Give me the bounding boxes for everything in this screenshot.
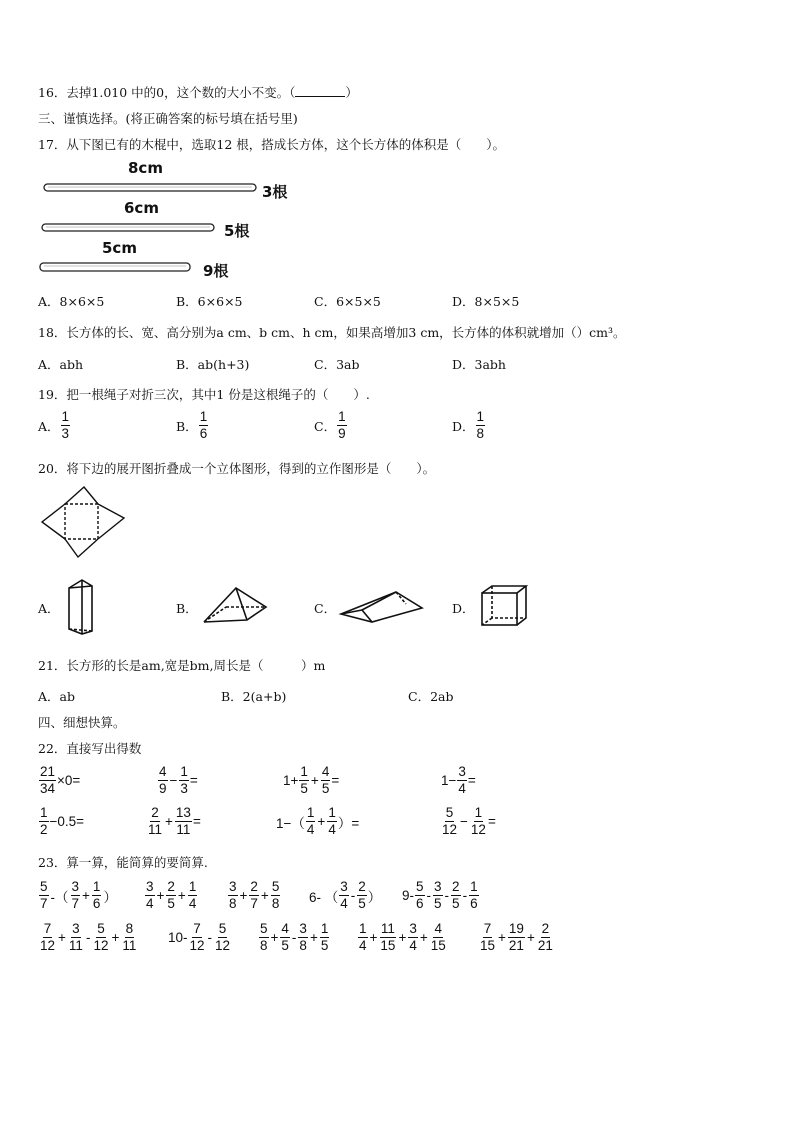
fraction: [476, 410, 486, 441]
denominator: 5: [358, 896, 366, 912]
fraction: [92, 922, 109, 953]
operator: -: [462, 888, 468, 904]
operator: +: [309, 930, 318, 946]
fraction: [145, 880, 155, 911]
question-18-text: 18．长方体的长、宽、高分别为a cm、b cm、h cm，如果高增加3 cm，长方体的体积就增加（）cm³。: [38, 325, 626, 340]
option-b[interactable]: B．6×6×5: [176, 294, 243, 309]
denominator: 6: [470, 896, 478, 912]
fraction: [249, 880, 259, 911]
operator: -: [444, 888, 450, 904]
numerator: 1: [179, 765, 189, 781]
denominator: 7: [40, 896, 48, 912]
denominator: 8: [260, 938, 268, 954]
calc-item[interactable]: [38, 806, 84, 837]
fraction: [71, 880, 81, 911]
fraction: [299, 765, 309, 796]
fraction: [430, 922, 447, 953]
numerator: 7: [483, 922, 493, 938]
numerator: 11: [380, 922, 396, 938]
fraction: [199, 410, 209, 441]
option-a[interactable]: A．8×6×5: [38, 294, 105, 309]
numerator: 1: [320, 922, 330, 938]
numerator: 1: [199, 410, 209, 426]
denominator: 34: [40, 781, 56, 797]
option-b[interactable]: B． $\frac{1}{6}$: [176, 409, 208, 442]
calc-item[interactable]: [357, 922, 448, 953]
numerator: 1: [476, 410, 486, 426]
denominator: 11: [68, 938, 83, 954]
operator: +: [398, 930, 407, 946]
numerator: 1: [188, 880, 198, 896]
operator: -: [85, 930, 91, 946]
fraction: [357, 880, 367, 911]
denominator: 9: [159, 781, 167, 797]
numerator: 1: [327, 806, 337, 822]
answer-blank[interactable]: [295, 85, 345, 97]
operator: +: [82, 888, 90, 904]
denominator: 4: [359, 938, 367, 954]
fraction: [39, 806, 49, 837]
operator: +: [239, 888, 248, 904]
denominator: 21: [508, 938, 524, 954]
section-4-heading: 四、细想快算。: [38, 715, 126, 730]
numerator: 1: [92, 880, 102, 896]
operator: =: [189, 773, 198, 789]
denominator: 11: [122, 938, 137, 954]
numerator: 5: [39, 880, 49, 896]
fraction: [39, 880, 49, 911]
numerator: 3: [457, 765, 467, 781]
calc-item[interactable]: [168, 922, 232, 953]
denominator: 12: [93, 938, 109, 954]
numerator: 1: [474, 806, 484, 822]
question-16: 16．去掉1.010 中的0，这个数的大小不变。（ ）: [38, 85, 358, 100]
numerator: 3: [408, 922, 418, 938]
option-c[interactable]: C．6×5×5: [314, 294, 381, 309]
option-a[interactable]: A． $\frac{1}{3}$: [38, 409, 70, 442]
question-22-text: 22．直接写出得数: [38, 741, 142, 756]
stick-6cm: [42, 224, 214, 231]
calc-item[interactable]: [283, 765, 339, 796]
operator: +: [260, 888, 269, 904]
operator: 1−: [441, 773, 457, 789]
stick-count-label: 9根: [203, 262, 229, 280]
numerator: 5: [271, 880, 281, 896]
question-21-text: 21．长方形的长是am,宽是bm,周长是（ ）m: [38, 658, 326, 673]
numerator: 2: [357, 880, 367, 896]
calc-item[interactable]: [38, 765, 80, 796]
fraction: [339, 880, 349, 911]
calc-item[interactable]: [441, 765, 476, 796]
operator: +: [419, 930, 428, 946]
denominator: 12: [442, 822, 458, 838]
stick-count-label: 5根: [224, 222, 250, 240]
fraction: [508, 922, 525, 953]
question-17-text: 17．从下图已有的木棍中，选取12 根，搭成长方体，这个长方体的体积是（ ）。: [38, 137, 506, 152]
numerator: 3: [71, 922, 81, 938]
denominator: 4: [306, 822, 315, 838]
fraction: [479, 922, 496, 953]
fraction: [179, 765, 189, 796]
denominator: 2: [40, 822, 48, 838]
calc-item[interactable]: [440, 806, 496, 837]
denominator: 3: [180, 781, 188, 797]
operator: -: [207, 930, 213, 946]
fraction: [189, 922, 206, 953]
stick-length-label: 6cm: [124, 199, 159, 217]
numerator: 5: [415, 880, 425, 896]
denominator: 4: [340, 896, 348, 912]
operator: ）: [103, 889, 117, 905]
fraction: [68, 922, 84, 953]
denominator: 21: [537, 938, 553, 954]
option-c[interactable]: C． $\frac{1}{9}$: [314, 409, 346, 442]
numerator: 2: [541, 922, 551, 938]
operator: =: [192, 814, 201, 830]
numerator: 3: [298, 922, 308, 938]
option-b[interactable]: B．ab(h+3): [176, 357, 250, 372]
numerator: 4: [280, 922, 290, 938]
denominator: 4: [188, 896, 197, 912]
numerator: 2: [451, 880, 461, 896]
numerator: 2: [249, 880, 259, 896]
fraction: [259, 922, 269, 953]
operator: =: [487, 814, 496, 830]
numerator: 7: [192, 922, 202, 938]
denominator: 11: [148, 822, 163, 838]
numerator: 4: [321, 765, 331, 781]
operator: −: [169, 773, 178, 789]
option-b[interactable]: B．2(a+b): [221, 689, 287, 704]
fraction: [147, 806, 163, 837]
denominator: 6: [416, 896, 424, 912]
numerator: 1: [61, 410, 71, 426]
fraction: [433, 880, 443, 911]
denominator: 12: [215, 938, 231, 954]
numerator: 3: [433, 880, 443, 896]
denominator: 15: [430, 938, 446, 954]
operator: +: [317, 814, 326, 830]
denominator: 3: [61, 426, 70, 442]
numerator: 8: [125, 922, 135, 938]
fraction: [358, 922, 368, 953]
stick-5cm: [40, 263, 190, 271]
option-c[interactable]: C．: [314, 601, 337, 616]
option-d[interactable]: D．3abh: [452, 357, 506, 372]
operator: =: [331, 773, 340, 789]
stick-count-label: 3根: [262, 183, 288, 201]
option-a[interactable]: A．: [38, 601, 60, 616]
calc-item[interactable]: [258, 922, 330, 953]
operator: 1−（: [276, 815, 305, 831]
fraction: [441, 806, 458, 837]
fraction: [61, 410, 71, 441]
operator: +: [310, 773, 319, 789]
fraction: [457, 765, 467, 796]
denominator: 12: [40, 938, 56, 954]
operator: +: [526, 930, 535, 946]
fraction: [121, 922, 137, 953]
operator: +: [177, 888, 186, 904]
fraction: [228, 880, 238, 911]
numerator: 1: [337, 410, 347, 426]
option-b[interactable]: B．: [176, 601, 198, 616]
denominator: 5: [320, 938, 329, 954]
denominator: 8: [476, 426, 485, 442]
stick-8cm: [44, 184, 256, 191]
operator: 9-: [402, 888, 415, 904]
calc-item[interactable]: [478, 922, 555, 953]
denominator: 4: [328, 822, 336, 838]
fraction: [39, 765, 56, 796]
numerator: 7: [43, 922, 53, 938]
question-20-text: 20．将下边的展开图折叠成一个立体图形，得到的立作图形是（ ）。: [38, 461, 436, 476]
denominator: 15: [480, 938, 496, 954]
numerator: 1: [306, 806, 316, 822]
denominator: 7: [71, 896, 80, 912]
fraction: [175, 806, 192, 837]
option-d[interactable]: D． $\frac{1}{8}$: [452, 409, 485, 442]
operator: −0.5=: [49, 814, 85, 830]
option-a[interactable]: A．ab: [38, 689, 75, 704]
denominator: 5: [281, 938, 289, 954]
fraction: [469, 880, 479, 911]
calc-item[interactable]: [276, 806, 359, 837]
numerator: 4: [158, 765, 168, 781]
fraction: [39, 922, 56, 953]
operator: ）: [367, 889, 382, 905]
operator: +: [165, 814, 173, 830]
numerator: 21: [39, 765, 56, 781]
denominator: 6: [199, 426, 208, 442]
denominator: 15: [380, 938, 396, 954]
denominator: 5: [300, 781, 308, 797]
numerator: 5: [96, 922, 106, 938]
operator: +: [111, 930, 120, 946]
stick-length-label: 5cm: [102, 239, 137, 257]
numerator: 1: [358, 922, 368, 938]
operator: 6- （: [309, 889, 339, 905]
numerator: 19: [508, 922, 525, 938]
triangular-prism-upright-icon: [64, 576, 104, 638]
operator: +: [58, 930, 66, 946]
option-d[interactable]: D．: [452, 601, 475, 616]
fraction: [280, 922, 290, 953]
denominator: 5: [434, 896, 442, 912]
operator: ）=: [337, 815, 360, 831]
denominator: 5: [167, 896, 175, 912]
option-c[interactable]: C．2ab: [408, 689, 454, 704]
fraction: [158, 765, 168, 796]
numerator: 5: [259, 922, 269, 938]
option-d[interactable]: D．8×5×5: [452, 294, 520, 309]
fraction: [271, 880, 281, 911]
calc-item[interactable]: [402, 880, 480, 911]
numerator: 5: [445, 806, 455, 822]
denominator: 12: [189, 938, 205, 954]
calc-item[interactable]: [146, 806, 201, 837]
cube-icon: [478, 584, 530, 628]
calc-item[interactable]: [309, 880, 381, 911]
operator: −: [460, 814, 468, 830]
operator: +: [498, 930, 506, 946]
section-3-heading: 三、谨慎选择。(将正确答案的标号填在括号里): [38, 111, 298, 126]
calc-item[interactable]: [38, 880, 118, 911]
calc-item[interactable]: [144, 880, 198, 911]
numerator: 4: [433, 922, 443, 938]
denominator: 9: [338, 426, 346, 442]
fraction: [379, 922, 396, 953]
calc-item[interactable]: [227, 880, 281, 911]
denominator: 5: [321, 781, 330, 797]
denominator: 7: [250, 896, 258, 912]
denominator: 4: [146, 896, 154, 912]
fraction: [92, 880, 102, 911]
question-19-text: 19．把一根绳子对折三次，其中1 份是这根绳子的（ ）.: [38, 387, 370, 402]
denominator: 5: [452, 896, 460, 912]
denominator: 11: [176, 822, 191, 838]
operator: 10-: [168, 930, 188, 946]
operator: -: [426, 888, 432, 904]
denominator: 8: [271, 896, 280, 912]
pyramid-icon: [200, 585, 270, 627]
fraction: [214, 922, 231, 953]
denominator: 4: [458, 781, 466, 797]
numerator: 13: [175, 806, 192, 822]
option-c[interactable]: C．3ab: [314, 357, 360, 372]
fraction: [327, 806, 337, 837]
numerator: 3: [71, 880, 81, 896]
fraction: [321, 765, 331, 796]
fraction: [306, 806, 316, 837]
fraction: [408, 922, 418, 953]
numerator: 3: [339, 880, 349, 896]
denominator: 12: [470, 822, 486, 838]
fraction: [298, 922, 308, 953]
numerator: 3: [145, 880, 155, 896]
fraction: [537, 922, 554, 953]
calc-item[interactable]: [38, 922, 138, 953]
numerator: 2: [150, 806, 160, 822]
fraction: [415, 880, 425, 911]
fraction: [451, 880, 461, 911]
question-23-text: 23．算一算，能简算的要简算.: [38, 855, 208, 870]
fraction: [320, 922, 330, 953]
operator: +: [270, 930, 279, 946]
denominator: 8: [299, 938, 307, 954]
operator: -: [350, 888, 356, 904]
denominator: 4: [409, 938, 417, 954]
numerator: 1: [39, 806, 49, 822]
operator: -: [291, 930, 297, 946]
numerator: 5: [218, 922, 228, 938]
operator: -（: [50, 889, 69, 905]
fraction: [166, 880, 176, 911]
fraction: [337, 410, 347, 441]
denominator: 6: [92, 896, 101, 912]
option-a[interactable]: A．abh: [38, 357, 84, 372]
numerator: 2: [166, 880, 176, 896]
operator: ×0=: [57, 773, 81, 789]
operator: =: [467, 773, 476, 789]
pyramid-net-figure: [38, 484, 128, 560]
fraction: [470, 806, 487, 837]
operator: +: [156, 888, 165, 904]
question-16-text: 16．去掉1.010 中的0，这个数的大小不变。（: [38, 85, 296, 100]
sticks-figure: [38, 157, 298, 281]
operator: 1+: [283, 773, 299, 789]
fraction: [188, 880, 198, 911]
denominator: 8: [229, 896, 237, 912]
stick-length-label: 8cm: [128, 159, 163, 177]
calc-item[interactable]: [157, 765, 198, 796]
operator: +: [369, 930, 378, 946]
triangular-prism-lying-icon: [338, 586, 430, 626]
numerator: 3: [228, 880, 238, 896]
numerator: 1: [469, 880, 479, 896]
numerator: 1: [299, 765, 309, 781]
